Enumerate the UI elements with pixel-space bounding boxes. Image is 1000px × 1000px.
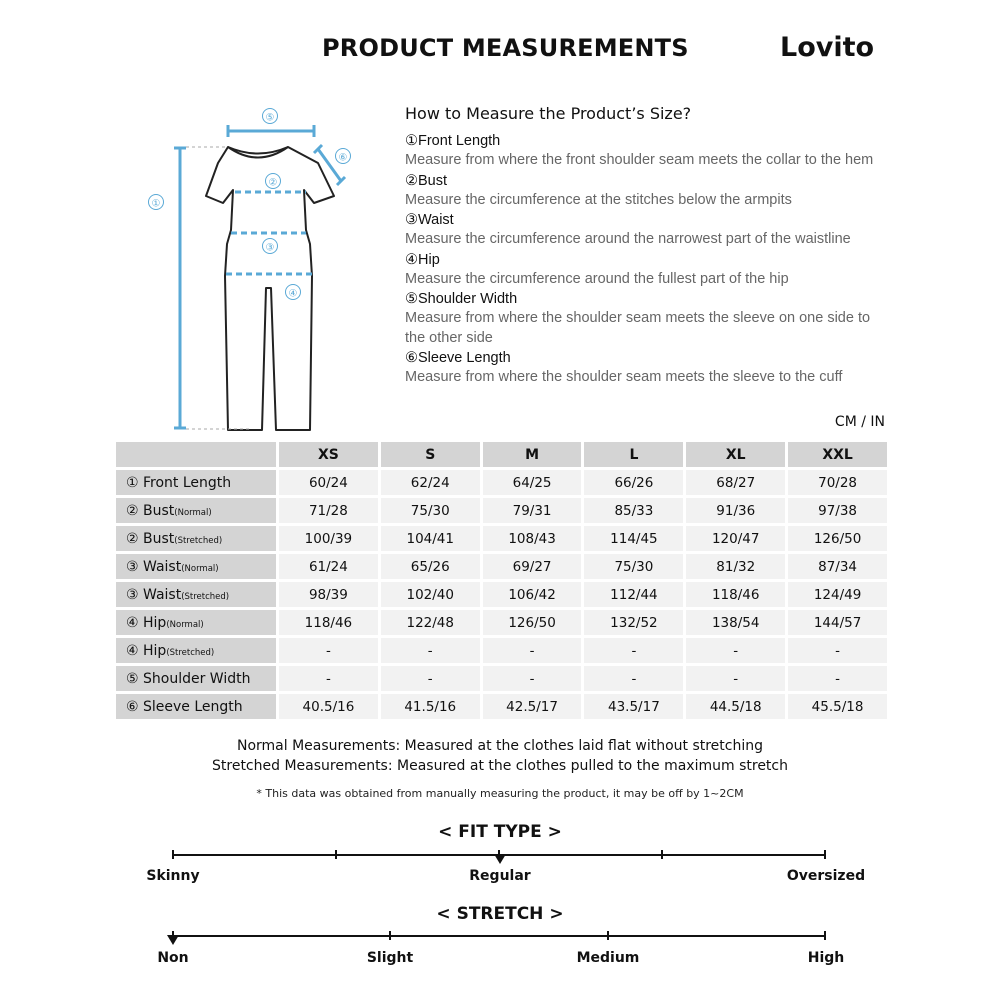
measure-item-head: ②Bust [405, 172, 448, 189]
how-to-measure-title: How to Measure the Product’s Size? [405, 104, 692, 123]
row-label-text: ④ Hip [126, 642, 167, 659]
measure-item-desc: Measure the circumference at the stitches below the armpits [405, 191, 792, 208]
row-label-text: ② Bust [126, 502, 175, 519]
table-cell: 100/39 [279, 526, 378, 551]
stretch-tick [824, 931, 826, 940]
table-cell: 61/24 [279, 554, 378, 579]
fit-type-tick [824, 850, 826, 859]
stretch-line [173, 935, 826, 937]
table-cell: - [686, 638, 785, 663]
size-header: XS [279, 442, 378, 467]
table-cell: 98/39 [279, 582, 378, 607]
table-cell: 118/46 [279, 610, 378, 635]
row-label-text: ④ Hip [126, 614, 167, 631]
row-label [116, 498, 276, 523]
marker-5: ⑤ [265, 112, 275, 124]
table-cell: 120/47 [686, 526, 785, 551]
measure-item-front-length [405, 132, 875, 171]
table-cell: 75/30 [584, 554, 683, 579]
measure-item-head: ①Front Length [405, 133, 501, 149]
measure-item-desc: Measure from where the shoulder seam meets the sleeve on one side to the other side [405, 310, 871, 346]
stretch-label-medium: Medium [576, 950, 640, 966]
table-cell: 91/36 [686, 498, 785, 523]
table-row [116, 554, 887, 579]
row-label-text: ⑤ Shoulder Width [126, 670, 251, 687]
page-title: PRODUCT MEASUREMENTS [322, 34, 689, 62]
fit-type-label-oversized: Oversized [786, 868, 866, 884]
measure-item-desc: Measure from where the front shoulder seam meets the collar to the hem [405, 152, 874, 168]
row-label [116, 554, 276, 579]
table-cell: 71/28 [279, 498, 378, 523]
table-cell: 126/50 [788, 526, 887, 551]
size-chart-table [113, 439, 890, 722]
table-cell: 69/27 [483, 554, 582, 579]
size-header: XXL [788, 442, 887, 467]
table-cell: 132/52 [584, 610, 683, 635]
size-header: XL [686, 442, 785, 467]
table-cell: 102/40 [381, 582, 480, 607]
table-cell: - [686, 666, 785, 691]
row-label-qualifier: (Stretched) [181, 591, 230, 602]
fit-type-tick [661, 850, 663, 859]
table-cell: - [584, 638, 683, 663]
table-cell: 81/32 [686, 554, 785, 579]
table-cell: - [279, 666, 378, 691]
footnote: * This data was obtained from manually measuring the product, it may be off by 1~2CM [256, 787, 744, 800]
row-label-text: ③ Waist [126, 586, 182, 603]
row-label-text: ⑥ Sleeve Length [126, 698, 243, 715]
table-cell: - [381, 666, 480, 691]
row-label-qualifier: (Stretched) [166, 647, 215, 658]
table-cell: 64/25 [483, 470, 582, 495]
row-label [116, 638, 276, 663]
stretch-title: < STRETCH > [436, 904, 564, 924]
table-cell: 65/26 [381, 554, 480, 579]
table-row [116, 638, 887, 663]
measure-item-desc: Measure the circumference around the fullest part of the hip [405, 270, 789, 287]
table-cell: 79/31 [483, 498, 582, 523]
stretch-label-high: High [807, 950, 845, 966]
measurement-notes [0, 736, 1000, 776]
table-cell: 85/33 [584, 498, 683, 523]
garment-outline [206, 147, 334, 430]
table-cell: - [788, 638, 887, 663]
table-cell: 45.5/18 [788, 694, 887, 719]
table-cell: 87/34 [788, 554, 887, 579]
how-to-measure-panel [405, 104, 875, 389]
table-cell: - [483, 638, 582, 663]
table-row [116, 470, 887, 495]
table-cell: 44.5/18 [686, 694, 785, 719]
row-label-qualifier: (Stretched) [174, 535, 223, 546]
measure-item-head: ⑥Sleeve Length [405, 350, 511, 366]
table-cell: 126/50 [483, 610, 582, 635]
table-cell: 97/38 [788, 498, 887, 523]
fit-type-tick [335, 850, 337, 859]
marker-4: ④ [288, 288, 298, 300]
table-cell: 106/42 [483, 582, 582, 607]
row-label [116, 470, 276, 495]
size-header-row [116, 442, 887, 467]
table-row [116, 694, 887, 719]
measure-item-head: ④Hip [405, 251, 440, 268]
unit-label: CM / IN [834, 414, 885, 430]
normal-measurement-note: Normal Measurements: Measured at the clothes laid flat without stretching [237, 738, 763, 754]
stretch-label-non: Non [157, 950, 189, 966]
measure-item-head: ⑤Shoulder Width [405, 291, 518, 307]
stretched-measurement-note: Stretched Measurements: Measured at the clothes pulled to the maximum stretch [212, 758, 788, 774]
size-header: L [584, 442, 683, 467]
size-header: S [381, 442, 480, 467]
table-row [116, 582, 887, 607]
table-cell: 144/57 [788, 610, 887, 635]
fit-type-label-skinny: Skinny [146, 868, 200, 884]
table-cell: - [381, 638, 480, 663]
table-cell: 62/24 [381, 470, 480, 495]
row-label [116, 582, 276, 607]
jumpsuit-diagram [140, 100, 370, 440]
fit-type-tick [172, 850, 174, 859]
table-cell: 70/28 [788, 470, 887, 495]
table-cell: 104/41 [381, 526, 480, 551]
measure-item-head: ③Waist [405, 212, 454, 228]
row-label-qualifier: (Normal) [166, 619, 204, 630]
row-label [116, 526, 276, 551]
table-row [116, 498, 887, 523]
table-cell: 41.5/16 [381, 694, 480, 719]
table-cell: 60/24 [279, 470, 378, 495]
row-label-text: ② Bust [126, 530, 175, 547]
table-cell: 122/48 [381, 610, 480, 635]
table-cell: 138/54 [686, 610, 785, 635]
stretch-tick [607, 931, 609, 940]
marker-3: ③ [265, 242, 275, 254]
measure-item-sleeve-length [405, 349, 875, 388]
table-cell: 118/46 [686, 582, 785, 607]
measure-item-waist [405, 211, 875, 250]
stretch-tick [389, 931, 391, 940]
marker-6: ⑥ [338, 152, 348, 164]
row-label [116, 666, 276, 691]
measure-item-hip [405, 251, 875, 290]
stretch-label-slight: Slight [366, 950, 414, 966]
table-cell: - [788, 666, 887, 691]
row-label-qualifier: (Normal) [174, 507, 212, 518]
measure-item-bust [405, 172, 875, 211]
table-cell: 75/30 [381, 498, 480, 523]
table-row [116, 526, 887, 551]
fit-type-title: < FIT TYPE > [438, 822, 562, 842]
table-cell: 40.5/16 [279, 694, 378, 719]
size-header: M [483, 442, 582, 467]
stretch-pointer-icon [167, 935, 179, 945]
measure-item-desc: Measure the circumference around the narrowest part of the waistline [405, 231, 851, 247]
row-label [116, 694, 276, 719]
table-cell: 124/49 [788, 582, 887, 607]
table-corner [116, 442, 276, 467]
marker-1: ① [151, 198, 161, 210]
table-cell: 42.5/17 [483, 694, 582, 719]
table-cell: 108/43 [483, 526, 582, 551]
table-cell: 68/27 [686, 470, 785, 495]
table-cell: 114/45 [584, 526, 683, 551]
fit-type-pointer-icon [494, 854, 506, 864]
table-cell: 43.5/17 [584, 694, 683, 719]
fit-type-label-regular: Regular [469, 868, 531, 884]
row-label-text: ① Front Length [126, 474, 232, 491]
row-label-text: ③ Waist [126, 558, 182, 575]
table-cell: - [584, 666, 683, 691]
brand-logo: Lovito [780, 32, 875, 63]
marker-2: ② [268, 177, 278, 189]
table-cell: 66/26 [584, 470, 683, 495]
table-row [116, 610, 887, 635]
row-label [116, 610, 276, 635]
table-cell: - [279, 638, 378, 663]
table-cell: 112/44 [584, 582, 683, 607]
table-cell: - [483, 666, 582, 691]
row-label-qualifier: (Normal) [181, 563, 219, 574]
table-row [116, 666, 887, 691]
measure-item-desc: Measure from where the shoulder seam meets the sleeve to the cuff [405, 369, 843, 385]
measure-item-shoulder-width [405, 290, 875, 348]
